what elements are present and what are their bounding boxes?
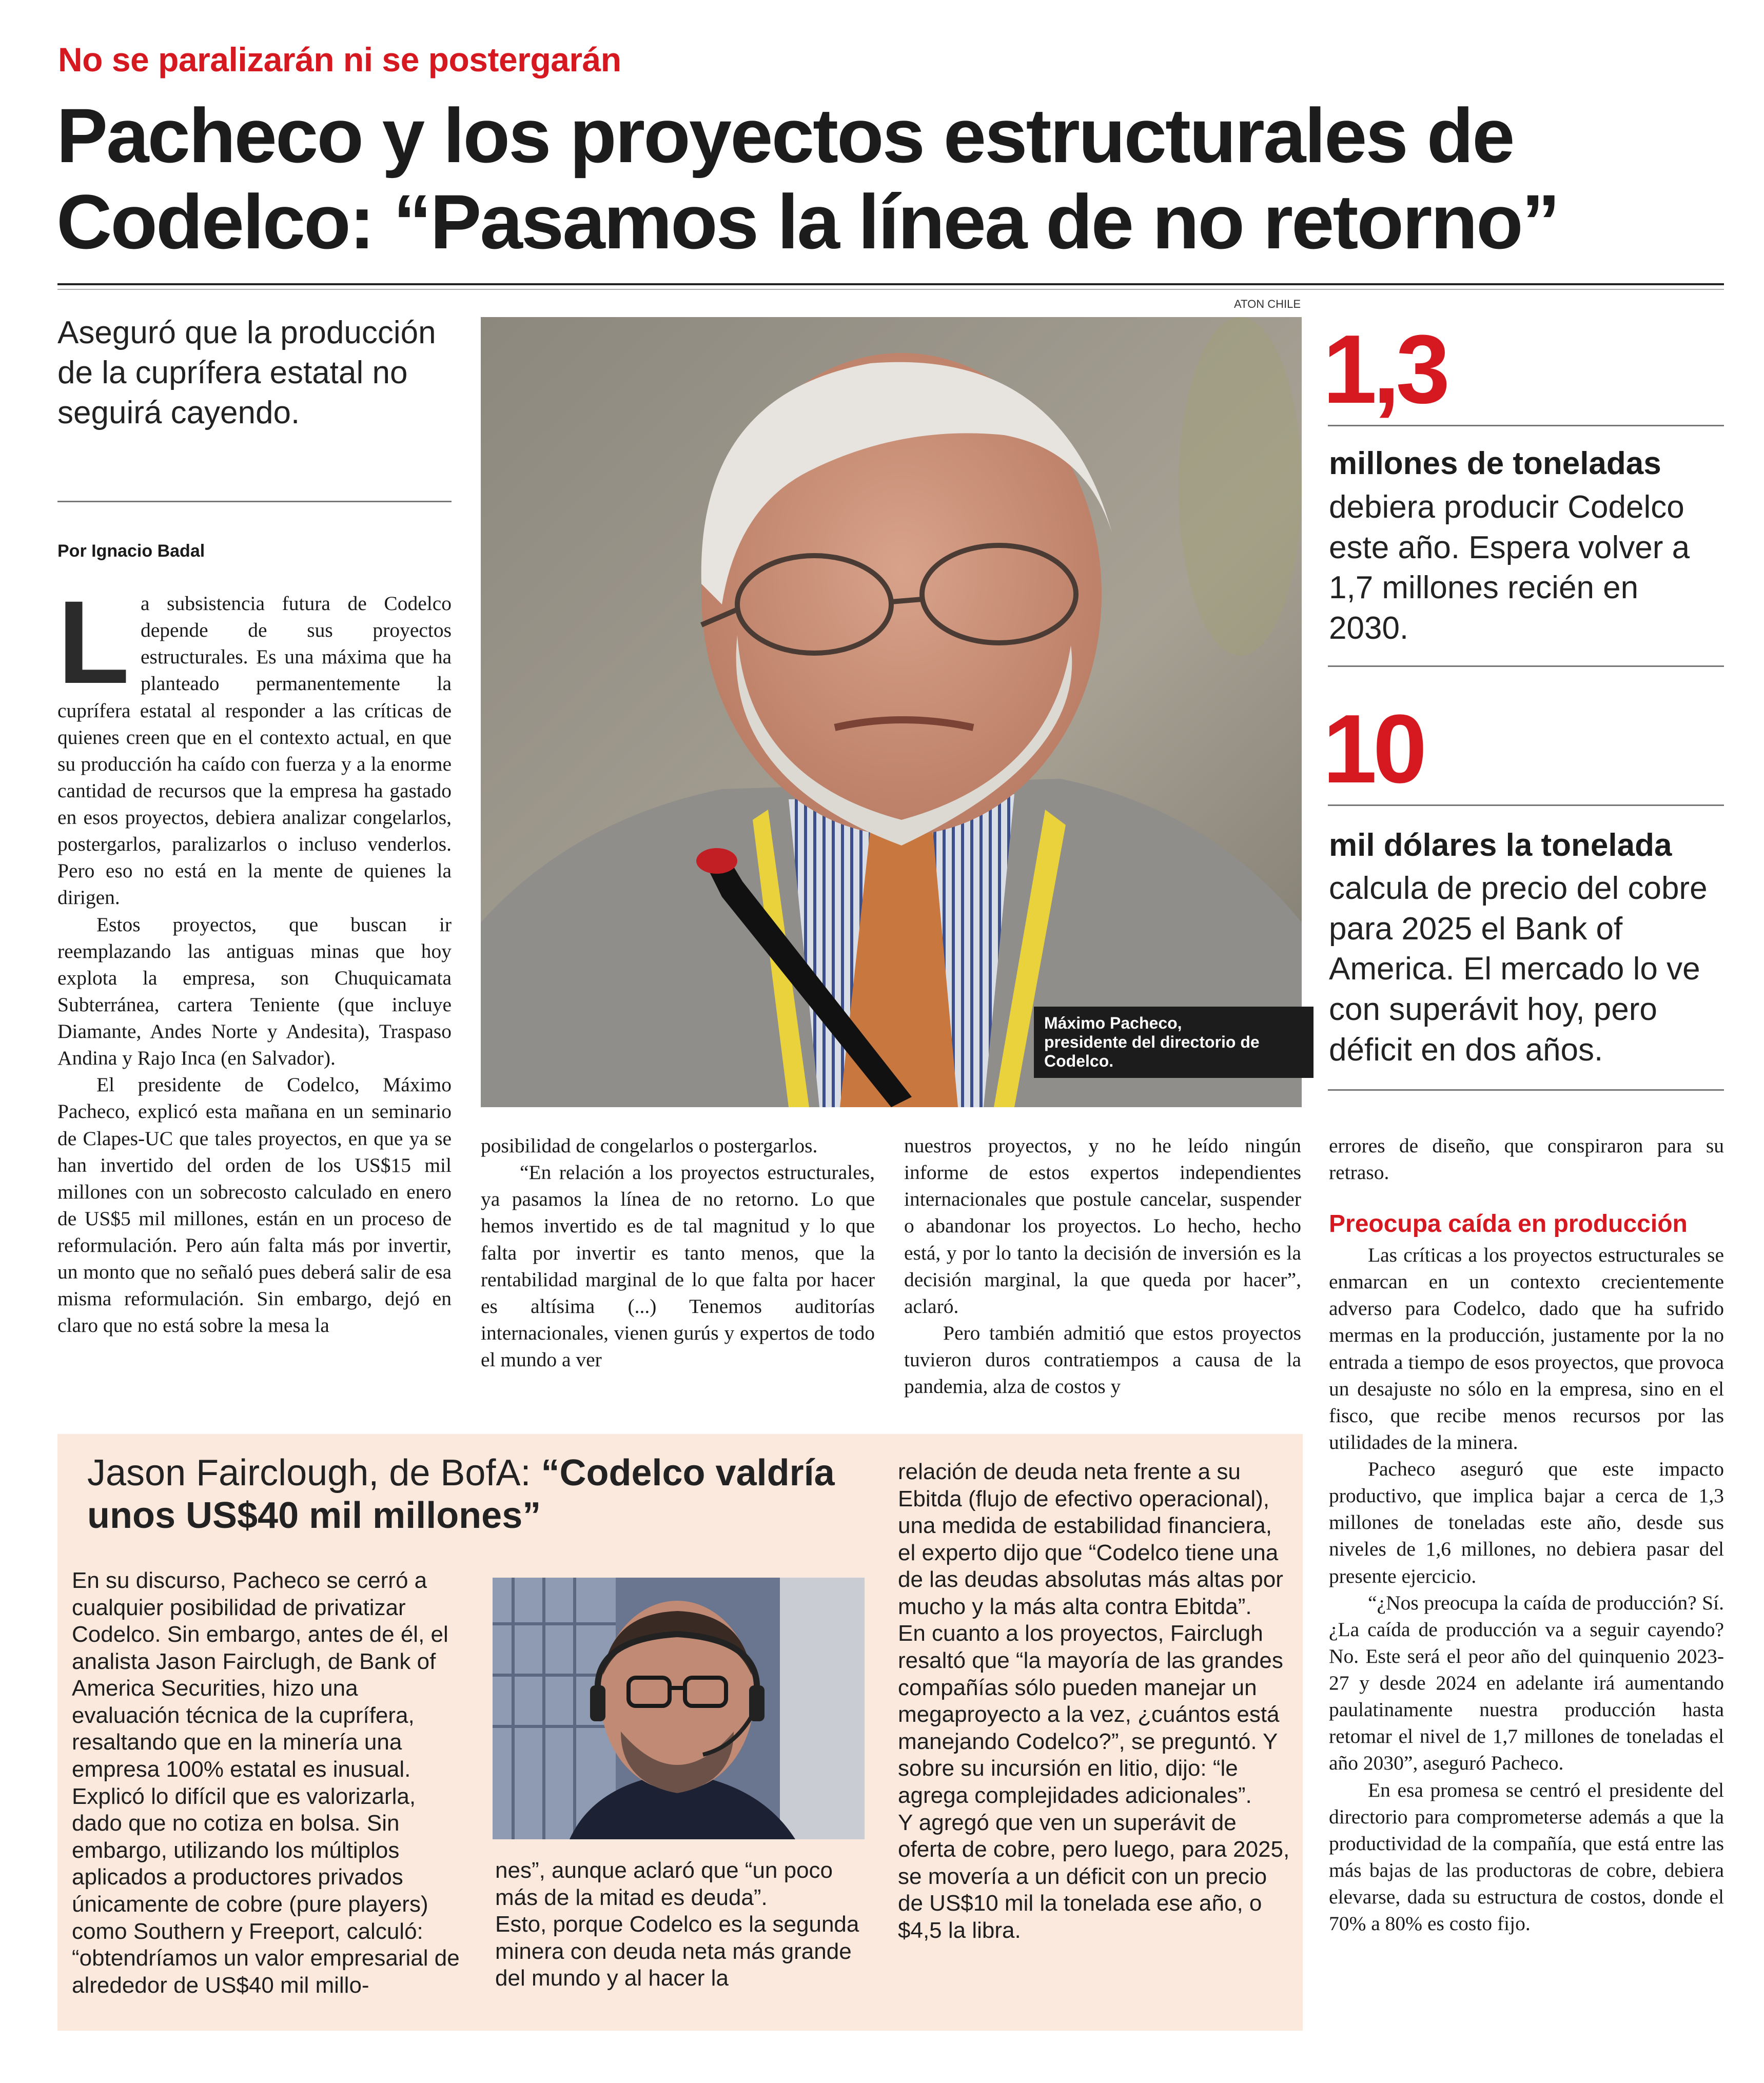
paragraph: En su discurso, Pacheco se cerró a cualquier posibilidad de privatizar Codelco. Sin embargo, antes de él, el analista Jason Fairclugh, de Bank of America Securities, hizo una evaluación técnica de la cuprífera, resaltando que en la minería una empresa 100% estatal es inusual. Explicó lo difícil que es valorizarla, dado que no cotiza en bolsa. Sin embargo, utilizando los múltiplos aplicados a productores privados únicamente de cobre (pure players) como Southern y Freeport, calculó: “obtendríamos un valor empresarial de alrededor de US$40 mil millo- bbox=[72, 1568, 460, 1998]
paragraph: En esa promesa se centró el presidente del directorio para comprometerse además a que la productividad de la compañía, que está entre las más bajas de las productoras de cobre, debiera elevarse, dada su estructura de costos, donde el 70% a 80% es costo fijo. bbox=[1329, 1778, 1724, 1935]
paragraph: Esto, porque Codelco es la segunda minera con deuda neta más grande del mundo y al hacer la bbox=[495, 1912, 859, 1991]
stat-title-1: millones de toneladas bbox=[1329, 446, 1661, 481]
fairclough-photo bbox=[493, 1578, 865, 1839]
drop-cap: L bbox=[57, 576, 130, 708]
stat-rule bbox=[1328, 665, 1724, 667]
paragraph: El presidente de Codelco, Máximo Pacheco, explicó esta mañana en un seminario de Clapes-UC que tales proyectos, en que ya se han invertido del orden de los US$15 mil millones con un sobrecosto calculado en enero de US$5 mil millones, están en un proceso de reformulación. Pero aún falta más por invertir, un monto que no señaló pues deberá salir de esa misma reformulación. Sin embargo, dejó en claro que no está sobre la mesa la bbox=[57, 1073, 452, 1337]
stat-rule bbox=[1328, 804, 1724, 806]
box-title-quote: “Codelco valdría unos US$40 mil millones” bbox=[87, 1452, 835, 1536]
article-column-4-continued bbox=[1329, 1242, 1724, 1937]
caption-role: presidente del directorio de Codelco. bbox=[1044, 1033, 1260, 1071]
paragraph: relación de deuda neta frente a su Ebitda (flujo de efectivo operacional), una medida de estabilidad financiera, el experto dijo que “Codelco tiene una de las deudas absolutas más altas por mucho y la más alta contra Ebitda”. bbox=[898, 1459, 1283, 1619]
paragraph: Pero también admitió que estos proyectos tuvieron duros contratiempos a causa de la pandemia, alza de costos y bbox=[904, 1321, 1301, 1398]
paragraph: En cuanto a los proyectos, Fairclugh resaltó que “la mayoría de las grandes compañías sólo pueden manejar un megaproyecto a la vez, ¿cuántos está manejando Codelco?”, se preguntó. Y sobre su incursión en litio, dijo: “le agrega complejidades adicionales”. bbox=[898, 1621, 1283, 1808]
paragraph: “En relación a los proyectos estructurales, ya pasamos la línea de no retorno. Lo que hemos invertido es de tal magnitud y lo que falta por invertir es tanto menos, que la rentabilidad marginal de lo que falta por hacer es altísima (...) Tenemos auditorías internacionales, vienen gurús y expertos de todo el mundo a ver bbox=[481, 1161, 875, 1371]
headline: Pacheco y los proyectos estructurales de Codelco: “Pasamos la línea de no retorno” bbox=[56, 92, 1559, 265]
article-column-1 bbox=[57, 576, 452, 1339]
caption-name: Máximo Pacheco, bbox=[1044, 1014, 1182, 1032]
article-column-3 bbox=[904, 1132, 1301, 1400]
photo-credit: ATON CHILE bbox=[1234, 298, 1301, 310]
stat-title-2: mil dólares la tonelada bbox=[1329, 828, 1672, 863]
article-column-4 bbox=[1329, 1132, 1724, 1186]
box-title bbox=[87, 1452, 872, 1537]
stat-body-1: debiera producir Codelco este año. Espera volver a 1,7 millones recién en 2030. bbox=[1329, 489, 1690, 646]
portrait-illustration-small bbox=[493, 1578, 865, 1839]
deck: Aseguró que la producción de la cuprífera estatal no seguirá cayendo. bbox=[57, 315, 436, 431]
byline: Por Ignacio Badal bbox=[57, 541, 205, 561]
paragraph: La subsistencia futura de Codelco depende de sus proyectos estructurales. Es una máxima que ha planteado permanentemente la cuprífera estatal al responder a las críticas de quienes creen que en el contexto actual, en que su producción ha caído con fuerza y a la enorme cantidad de recursos que la empresa ha gastado en esos proyectos, debiera analizar congelarlos, postergarlos, paralizarlos o incluso venderlos. Pero eso no está en la mente de quienes la dirigen. bbox=[57, 576, 452, 909]
paragraph: errores de diseño, que conspiraron para su retraso. bbox=[1329, 1134, 1724, 1184]
header-rule-thin bbox=[57, 289, 1724, 290]
deck-rule bbox=[57, 501, 452, 502]
portrait-illustration bbox=[481, 317, 1302, 1107]
paragraph: nes”, aunque aclaró que “un poco más de la mitad es deuda”. bbox=[495, 1858, 833, 1910]
box-title-prefix: Jason Fairclough, de BofA: bbox=[87, 1452, 541, 1494]
box-column-3 bbox=[898, 1459, 1290, 1944]
stat-number-2: 10 bbox=[1323, 695, 1423, 803]
article-column-2 bbox=[481, 1132, 875, 1373]
stat-body-2: calcula de precio del cobre para 2025 el Bank of America. El mercado lo ve con superávit hoy, pero déficit en dos años. bbox=[1329, 871, 1708, 1068]
paragraph: Y agregó que ven un superávit de oferta de cobre, pero luego, para 2025, se movería a un déficit con un precio de US$10 mil la tonelada ese año, o $4,5 la libra. bbox=[898, 1810, 1290, 1943]
paragraph: Estos proyectos, que buscan ir reemplazando las antiguas minas que hoy explota la empresa, son Chuquicamata Subterránea, cartera Teniente (que incluye Diamante, Andes Norte y Andesita), Traspaso Andina y Rajo Inca (en Salvador). bbox=[57, 913, 452, 1070]
paragraph: posibilidad de congelarlos o postergarlos. bbox=[481, 1134, 818, 1157]
box-column-2 bbox=[495, 1857, 865, 1992]
paragraph: Las críticas a los proyectos estructurales se enmarcan en un contexto crecientemente adverso para Codelco, dado que ha sufrido mermas en la producción, justamente por la no entrada a tiempo de esos proyectos, que provoca un desajuste no sólo en la empresa, sino en el fisco, que recibe menos recursos por las utilidades de la minera. bbox=[1329, 1244, 1724, 1453]
paragraph: Pacheco aseguró que este impacto productivo, que implica bajar a cerca de 1,3 millones de toneladas este año, desde sus niveles de 1,6 millones, no debiera pasar del presente ejercicio. bbox=[1329, 1458, 1724, 1587]
stat-number-1: 1,3 bbox=[1323, 315, 1446, 424]
paragraph: “¿Nos preocupa la caída de producción? Sí. ¿La caída de producción va a seguir cayendo? No. Este será el peor año del quinquenio 2023-27 y desde 2024 en adelante irá aumentando paulatinamente nuestra producción hasta retomar el nivel de 1,7 millones de toneladas el año 2030”, aseguró Pacheco. bbox=[1329, 1591, 1724, 1775]
photo-caption bbox=[1034, 1007, 1314, 1078]
kicker: No se paralizarán ni se postergarán bbox=[58, 41, 621, 78]
paragraph: nuestros proyectos, y no he leído ningún informe de estos expertos independientes internacionales que postule cancelar, suspender o abandonar los proyectos. Lo hecho, hecho está, y por lo tanto la decisión de inversión es la decisión marginal, la que queda por hacer”, aclaró. bbox=[904, 1134, 1301, 1318]
stat-rule bbox=[1328, 425, 1724, 426]
box-column-1 bbox=[72, 1567, 467, 1999]
section-subhead: Preocupa caída en producción bbox=[1329, 1210, 1688, 1237]
stat-rule bbox=[1328, 1089, 1724, 1091]
header-rule bbox=[57, 283, 1724, 285]
main-photo bbox=[481, 317, 1302, 1107]
